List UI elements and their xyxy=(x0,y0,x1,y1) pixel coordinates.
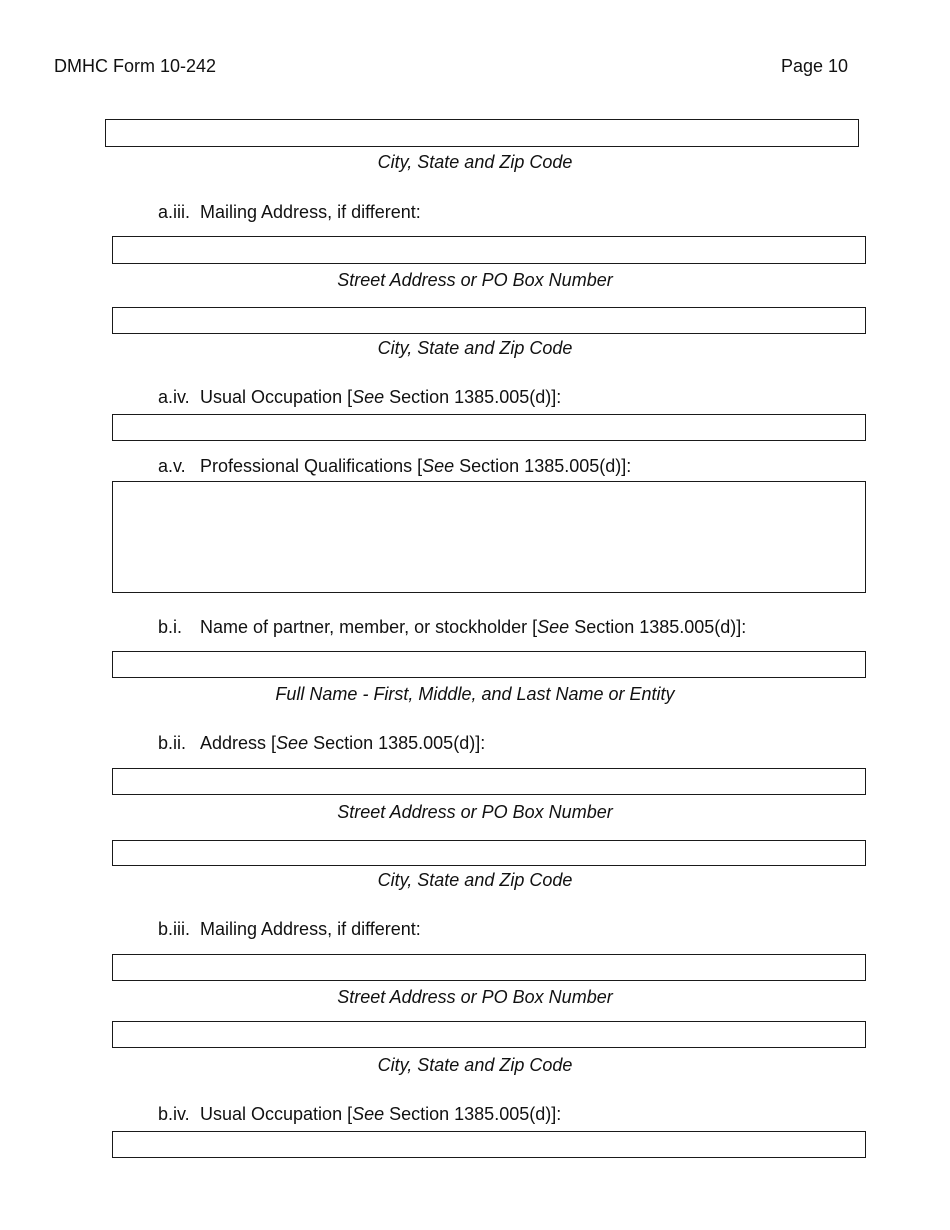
a-iv-text-pre: Usual Occupation [ xyxy=(200,387,353,407)
b-ii-street-caption: Street Address or PO Box Number xyxy=(337,802,613,822)
a-ii-city-caption: City, State and Zip Code xyxy=(377,152,573,172)
b-iv-label xyxy=(158,1104,561,1125)
b-i-name-caption: Full Name - First, Middle, and Last Name or Entity xyxy=(275,684,675,704)
b-ii-see: See xyxy=(276,733,309,753)
b-ii-city-field[interactable] xyxy=(112,840,866,866)
form-id: DMHC Form 10-242 xyxy=(54,56,217,76)
a-ii-city-field[interactable] xyxy=(105,119,859,147)
a-v-see: See xyxy=(422,456,455,476)
b-iii-number: b.iii. xyxy=(158,919,191,939)
a-iv-label xyxy=(158,387,561,408)
a-iii-text: Mailing Address, if different: xyxy=(200,202,421,222)
b-i-number: b.i. xyxy=(158,617,183,637)
b-i-name-field[interactable] xyxy=(112,651,866,678)
b-iii-text: Mailing Address, if different: xyxy=(200,919,421,939)
a-v-qualifications-field[interactable] xyxy=(112,481,866,593)
b-iv-see: See xyxy=(352,1104,385,1124)
b-iv-number: b.iv. xyxy=(158,1104,190,1124)
a-iv-see: See xyxy=(352,387,385,407)
b-iii-city-field[interactable] xyxy=(112,1021,866,1048)
b-iv-occupation-field[interactable] xyxy=(112,1131,866,1158)
b-iii-city-caption: City, State and Zip Code xyxy=(377,1055,573,1075)
a-iv-text-post: Section 1385.005(d)]: xyxy=(384,387,562,407)
b-iii-street-field[interactable] xyxy=(112,954,866,981)
b-ii-number: b.ii. xyxy=(158,733,187,753)
b-iv-text-pre: Usual Occupation [ xyxy=(200,1104,353,1124)
a-iii-number: a.iii. xyxy=(158,202,191,222)
b-i-text-post: Section 1385.005(d)]: xyxy=(569,617,747,637)
page-number: Page 10 xyxy=(781,56,849,76)
b-ii-city-caption: City, State and Zip Code xyxy=(377,870,573,890)
b-i-label xyxy=(158,617,746,638)
a-v-label xyxy=(158,456,631,477)
b-iii-label xyxy=(158,919,421,940)
a-iv-occupation-field[interactable] xyxy=(112,414,866,441)
a-iii-label xyxy=(158,202,421,223)
b-ii-label xyxy=(158,733,485,754)
b-i-see: See xyxy=(537,617,570,637)
a-iii-street-field[interactable] xyxy=(112,236,866,264)
a-iii-street-caption: Street Address or PO Box Number xyxy=(337,270,613,290)
b-ii-text-pre: Address [ xyxy=(200,733,277,753)
a-iii-city-field[interactable] xyxy=(112,307,866,334)
a-v-text-pre: Professional Qualifications [ xyxy=(200,456,423,476)
a-iii-city-caption: City, State and Zip Code xyxy=(377,338,573,358)
b-ii-street-field[interactable] xyxy=(112,768,866,795)
b-iii-street-caption: Street Address or PO Box Number xyxy=(337,987,613,1007)
b-i-text-pre: Name of partner, member, or stockholder [ xyxy=(200,617,538,637)
b-ii-text-post: Section 1385.005(d)]: xyxy=(308,733,486,753)
a-v-text-post: Section 1385.005(d)]: xyxy=(454,456,632,476)
b-iv-text-post: Section 1385.005(d)]: xyxy=(384,1104,562,1124)
a-v-number: a.v. xyxy=(158,456,186,476)
a-iv-number: a.iv. xyxy=(158,387,190,407)
